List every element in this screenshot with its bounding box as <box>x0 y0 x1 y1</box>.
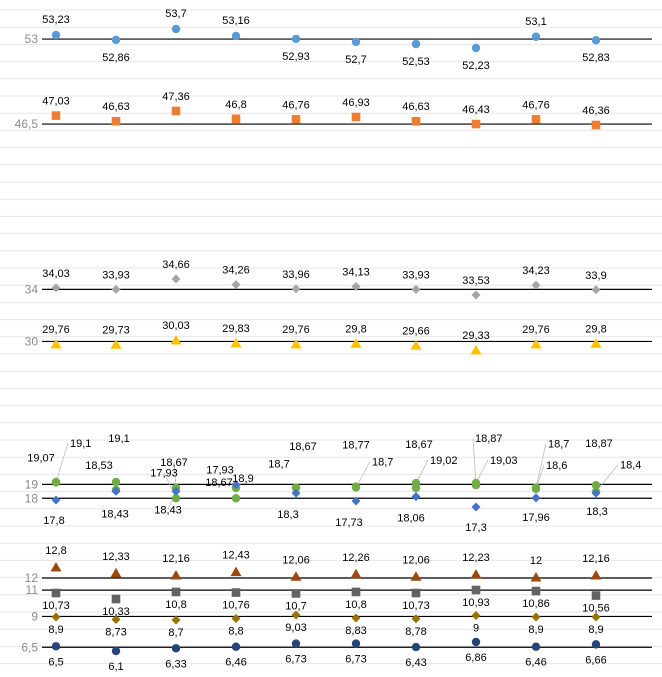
data-point-square <box>412 589 421 598</box>
data-label: 52,7 <box>345 53 367 66</box>
data-label: 8,83 <box>345 625 367 638</box>
data-label: 6,46 <box>225 656 247 669</box>
data-label: 29,8 <box>585 323 607 336</box>
data-point-circle <box>52 31 60 39</box>
data-point-square <box>52 589 61 598</box>
data-point-triangle <box>231 338 242 348</box>
data-label: 12,33 <box>102 550 130 563</box>
data-label: 9,03 <box>285 622 307 634</box>
data-point-square <box>592 121 601 130</box>
data-label: 46,63 <box>402 101 430 114</box>
data-label: 8,73 <box>105 626 127 639</box>
data-point-square <box>232 115 241 124</box>
reference-line-label: 11 <box>25 583 38 598</box>
data-label: 46,93 <box>342 97 370 110</box>
data-point-circle <box>112 647 120 655</box>
data-label: 6,1 <box>108 661 124 673</box>
data-label: 18,7 <box>372 456 394 469</box>
data-point-circle <box>232 494 240 502</box>
data-label: 18,43 <box>101 508 129 521</box>
reference-line-label: 9 <box>31 609 38 624</box>
data-point-circle <box>172 25 180 33</box>
data-label: 29,76 <box>42 323 70 336</box>
reference-line-label: 19 <box>24 477 38 492</box>
data-label: 10,8 <box>345 598 367 611</box>
data-label: 18,3 <box>277 509 299 522</box>
data-point-diamond <box>472 291 481 300</box>
data-label: 29,76 <box>282 323 310 336</box>
reference-line-label: 12 <box>24 571 38 585</box>
data-label: 29,76 <box>522 323 550 336</box>
data-label: 29,73 <box>102 324 130 337</box>
data-label: 52,83 <box>582 52 610 65</box>
data-label: 34,66 <box>162 259 190 271</box>
data-label: 52,53 <box>402 56 430 69</box>
data-point-circle <box>352 483 360 491</box>
data-label: 18,77 <box>342 439 370 452</box>
data-point-circle <box>52 478 60 486</box>
data-point-diamond <box>532 493 541 502</box>
data-label: 53,1 <box>525 15 547 28</box>
reference-line-label: 18 <box>24 491 38 506</box>
data-point-triangle <box>51 339 62 349</box>
data-point-square <box>172 107 181 116</box>
data-label: 18,67 <box>160 456 188 469</box>
data-point-circle <box>532 643 540 651</box>
data-label: 12,8 <box>45 545 67 557</box>
data-label: 19,1 <box>70 438 92 450</box>
data-label: 46,76 <box>282 99 310 112</box>
data-point-triangle <box>411 571 422 581</box>
data-label: 12 <box>529 555 543 567</box>
data-point-triangle <box>591 570 602 580</box>
data-point-square <box>352 113 361 122</box>
data-label: 33,9 <box>585 269 607 282</box>
data-point-triangle <box>291 339 302 349</box>
data-point-circle <box>532 33 540 41</box>
data-point-square <box>172 588 181 597</box>
data-point-diamond <box>532 281 541 290</box>
data-point-circle <box>472 44 480 52</box>
data-point-circle <box>592 36 600 44</box>
data-label: 12,23 <box>462 552 490 565</box>
reference-line-label: 34 <box>24 282 38 297</box>
data-point-diamond <box>472 503 481 512</box>
data-point-square <box>352 588 361 597</box>
data-label: 10,76 <box>222 599 250 612</box>
data-point-triangle <box>231 567 242 577</box>
reference-line-label: 30 <box>24 334 38 349</box>
data-point-triangle <box>351 338 362 348</box>
data-point-diamond <box>52 612 61 621</box>
data-point-circle <box>232 643 240 651</box>
data-label: 17,8 <box>43 515 65 528</box>
data-point-circle <box>352 639 360 647</box>
data-label: 12,43 <box>222 549 250 562</box>
data-label: 29,83 <box>222 322 250 335</box>
data-label: 46,8 <box>225 98 247 111</box>
data-label: 8,9 <box>528 623 544 636</box>
data-label: 46,36 <box>582 105 610 117</box>
data-label: 12,06 <box>282 554 310 567</box>
data-label: 18,43 <box>154 504 182 517</box>
data-point-circle <box>292 639 300 647</box>
data-label: 34,13 <box>342 266 370 279</box>
reference-line-label: 46,5 <box>14 117 38 132</box>
data-label: 18,67 <box>289 440 317 453</box>
data-label: 34,03 <box>42 267 70 280</box>
data-label: 29,8 <box>345 323 367 336</box>
data-label: 10,86 <box>522 598 550 611</box>
data-label: 53,16 <box>222 14 250 27</box>
label-leader-line <box>473 438 476 485</box>
data-point-triangle <box>171 570 182 580</box>
data-point-diamond <box>112 285 121 294</box>
data-label: 17,93 <box>206 464 234 477</box>
data-point-diamond <box>352 614 361 623</box>
data-label: 46,63 <box>102 101 130 114</box>
data-point-circle <box>112 478 120 486</box>
data-label: 12,26 <box>342 551 370 564</box>
data-point-circle <box>472 638 480 646</box>
data-point-circle <box>292 35 300 43</box>
data-label: 10,33 <box>102 606 130 618</box>
data-point-circle <box>112 36 120 44</box>
data-point-diamond <box>412 285 421 294</box>
data-point-triangle <box>531 572 542 582</box>
data-label: 6,46 <box>525 656 547 669</box>
data-point-circle <box>412 484 420 492</box>
data-point-square <box>532 115 541 124</box>
data-label: 33,93 <box>102 269 130 282</box>
data-point-square <box>232 588 241 597</box>
data-point-square <box>472 120 481 129</box>
data-label: 6,66 <box>585 654 607 667</box>
data-point-diamond <box>232 280 241 289</box>
data-label: 18,87 <box>585 438 613 451</box>
data-label: 17,3 <box>465 522 487 534</box>
data-point-square <box>292 115 301 124</box>
data-label: 6,43 <box>405 657 427 670</box>
data-label: 29,33 <box>462 330 490 342</box>
data-point-diamond <box>172 275 181 284</box>
data-point-diamond <box>412 492 421 501</box>
data-point-square <box>532 587 541 596</box>
data-point-square <box>592 591 601 600</box>
data-point-circle <box>412 40 420 48</box>
reference-line-label: 53 <box>24 32 38 47</box>
data-label: 17,73 <box>335 517 363 530</box>
data-point-diamond <box>592 285 601 294</box>
data-label: 53,23 <box>42 14 70 27</box>
data-label: 52,86 <box>102 51 130 64</box>
data-label: 10,93 <box>462 597 490 609</box>
data-label: 46,76 <box>522 99 550 112</box>
data-label: 12,06 <box>402 554 430 567</box>
data-point-triangle <box>471 569 482 579</box>
data-label: 34,26 <box>222 264 250 277</box>
data-point-triangle <box>111 339 122 349</box>
data-point-circle <box>412 643 420 651</box>
data-point-square <box>112 595 121 604</box>
data-label: 17,93 <box>150 467 178 480</box>
data-label: 6,33 <box>165 658 187 671</box>
data-label: 6,5 <box>48 656 64 669</box>
data-point-square <box>112 117 121 126</box>
data-point-circle <box>52 642 60 650</box>
data-label: 18,53 <box>85 459 113 472</box>
data-point-circle <box>472 481 480 489</box>
data-point-square <box>412 117 421 126</box>
data-label: 18,06 <box>397 512 425 525</box>
data-point-circle <box>232 32 240 40</box>
data-label: 10,73 <box>402 600 430 612</box>
data-label: 47,36 <box>162 91 190 103</box>
data-label: 10,56 <box>582 602 610 615</box>
data-label: 46,43 <box>462 104 490 117</box>
data-label: 34,23 <box>522 265 550 278</box>
data-label: 6,73 <box>285 653 307 666</box>
data-label: 17,96 <box>522 511 550 524</box>
data-label: 18,87 <box>475 433 503 446</box>
data-point-triangle <box>111 568 122 578</box>
data-label: 18,6 <box>546 459 568 472</box>
data-point-triangle <box>591 338 602 348</box>
data-label: 47,03 <box>42 95 70 108</box>
data-point-diamond <box>412 614 421 623</box>
data-label: 8,9 <box>588 623 604 636</box>
data-label: 18,7 <box>268 458 290 471</box>
data-label: 52,93 <box>282 50 310 63</box>
data-label: 29,66 <box>402 325 430 338</box>
data-point-diamond <box>292 284 301 293</box>
data-label: 10,8 <box>165 598 187 611</box>
data-point-circle <box>172 644 180 652</box>
data-label: 8,8 <box>228 625 244 638</box>
label-leader-line <box>56 443 68 482</box>
data-label: 19,07 <box>27 452 55 465</box>
data-point-circle <box>352 38 360 46</box>
data-point-circle <box>592 640 600 648</box>
data-point-triangle <box>471 345 482 355</box>
data-label: 12,16 <box>582 553 610 565</box>
data-label: 18,67 <box>405 438 433 451</box>
data-label: 33,93 <box>402 269 430 282</box>
label-leader-line <box>536 444 546 488</box>
data-label: 10,73 <box>42 600 70 612</box>
reference-line-label: 6,5 <box>21 640 38 655</box>
data-point-square <box>472 586 481 595</box>
data-label: 10,7 <box>285 600 307 613</box>
data-label: 18,7 <box>548 438 570 451</box>
data-point-diamond <box>532 612 541 621</box>
data-label: 12,16 <box>162 553 190 565</box>
data-point-diamond <box>52 496 61 505</box>
data-label: 8,78 <box>405 625 427 638</box>
data-point-diamond <box>232 614 241 623</box>
data-label: 19,03 <box>490 454 518 467</box>
data-point-circle <box>532 483 540 491</box>
data-label: 19,02 <box>430 455 458 468</box>
data-label: 6,86 <box>465 652 487 664</box>
data-label: 9 <box>472 622 480 635</box>
data-label: 18,4 <box>620 459 642 472</box>
data-label: 53,7 <box>165 8 187 20</box>
data-label: 8,7 <box>168 627 184 639</box>
data-point-triangle <box>51 562 62 572</box>
data-point-square <box>292 589 301 598</box>
data-label: 18,9 <box>232 472 254 485</box>
data-label: 18,3 <box>586 506 608 519</box>
data-label: 30,03 <box>162 320 190 332</box>
data-label: 8,9 <box>48 623 64 636</box>
data-point-square <box>52 111 61 120</box>
data-label: 33,96 <box>282 268 310 281</box>
data-label: 6,73 <box>345 653 367 666</box>
data-label: 19,1 <box>108 433 130 445</box>
data-label: 18,67 <box>205 476 233 489</box>
data-point-triangle <box>351 569 362 579</box>
data-point-triangle <box>531 339 542 349</box>
data-label: 33,53 <box>462 275 490 287</box>
data-label: 52,23 <box>462 60 490 72</box>
data-point-triangle <box>291 571 302 581</box>
